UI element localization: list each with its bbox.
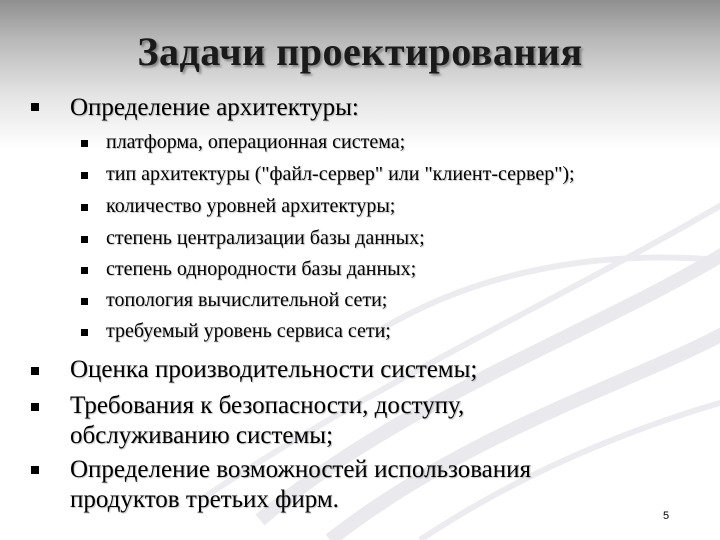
bullet-square-icon: [81, 140, 88, 147]
bullet-square-icon: [81, 204, 88, 211]
list-item-security-line-2: обслуживанию системы;: [70, 422, 334, 449]
slide-title: Задачи проектирования: [137, 29, 583, 74]
sub-item: степень однородности базы данных;: [106, 258, 417, 280]
bullet-square-icon: [81, 298, 88, 305]
sub-item: требуемый уровень сервиса сети;: [106, 320, 391, 342]
bullet-square-icon: [31, 403, 39, 411]
list-item-third-party-line-2: продуктов третьих фирм.: [70, 486, 339, 513]
bullet-square-icon: [31, 103, 39, 111]
bullet-square-icon: [81, 329, 88, 336]
list-item-security-line-1: Требования к безопасности, доступу,: [70, 392, 465, 419]
sub-item: степень централизации базы данных;: [106, 227, 425, 249]
page-number: 5: [663, 510, 670, 522]
sub-item: количество уровней архитектуры;: [106, 195, 396, 217]
sub-item: топология вычислительной сети;: [106, 289, 388, 311]
bullet-square-icon: [31, 466, 39, 474]
bullet-square-icon: [81, 172, 88, 179]
bullet-square-icon: [81, 236, 88, 243]
bullet-square-icon: [31, 367, 39, 375]
bullet-square-icon: [81, 267, 88, 274]
sub-item: тип архитектуры ("файл-сервер" или "клиент-сервер");: [106, 163, 575, 185]
sub-item: платформа, операционная система;: [106, 131, 406, 153]
list-item-performance: Оценка производительности системы;: [70, 356, 478, 383]
list-item-third-party-line-1: Определение возможностей использования: [70, 456, 532, 483]
list-item-architecture: Определение архитектуры:: [70, 94, 359, 121]
